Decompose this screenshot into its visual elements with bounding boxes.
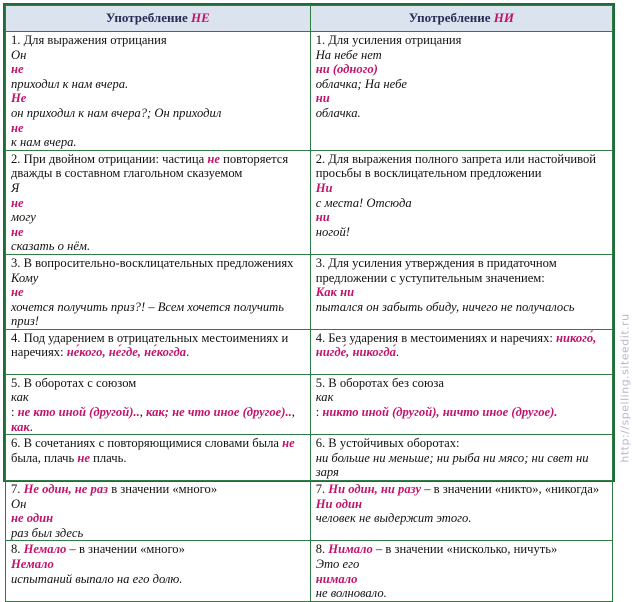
highlight-particle: не один — [11, 511, 54, 526]
rule-text: 2. Для выражения полного запрета или настойчивой просьбы в восклицательном предложении — [315, 151, 597, 181]
header-row — [6, 6, 613, 32]
highlight-particle: не — [207, 151, 220, 166]
rule-text: . — [29, 419, 33, 434]
table-row — [6, 374, 613, 434]
rule-text: Он — [11, 47, 27, 62]
rule-text: испытаний выпало на его долю. — [11, 571, 183, 586]
cell-ni-rule — [310, 541, 612, 601]
highlight-particle: ни — [315, 210, 330, 225]
highlight-particle: не — [11, 195, 24, 210]
cell-ni-rule — [310, 435, 612, 481]
header-ne-key: НЕ — [190, 10, 210, 26]
cell-ne-rule — [6, 254, 311, 329]
highlight-particle: как; не что иное (другое).. — [146, 405, 292, 420]
table-row — [6, 254, 613, 329]
rule-text: 2. При двойном отрицании: — [11, 151, 159, 166]
rule-text: 8. — [315, 542, 329, 557]
rule-text: Он — [11, 496, 27, 511]
table-row — [6, 329, 613, 374]
highlight-particle: не — [282, 436, 295, 451]
rule-text: На небе нет — [315, 47, 382, 62]
rule-text: 6. В сочетаниях с повторяющимися словами — [11, 436, 250, 451]
highlight-particle: не́кого, не́где, не́когда — [66, 345, 187, 360]
rule-text: частица — [158, 151, 208, 166]
rule-text: 7. — [315, 482, 329, 497]
rule-text: Я — [11, 180, 20, 195]
rule-text: , — [291, 405, 295, 420]
rule-text: приходил к нам вчера. — [11, 76, 129, 91]
rule-text: ногой! — [315, 224, 350, 239]
highlight-particle: Немало — [23, 542, 67, 557]
highlight-particle: не — [77, 450, 90, 465]
rule-text: 4. Без ударения в местоимениях и наречиях: — [315, 330, 553, 345]
header-ni-prefix: Употребление — [408, 10, 494, 26]
rule-text: сказать о нём. — [11, 239, 91, 254]
rule-text: 1. Для выражения отрицания — [11, 33, 167, 47]
rule-text: 5. В оборотах с союзом — [11, 375, 137, 390]
rule-text: – в значении «нисколько, ничуть» — [372, 542, 558, 557]
rule-text: . — [186, 345, 190, 360]
highlight-particle: не — [11, 285, 24, 300]
rule-text: 4. Под ударением в отрицательных местоимениях и наречиях: — [11, 330, 289, 360]
rule-text: : — [11, 405, 18, 420]
rule-text: хочется получить приз?! – Всем хочется получить приз! — [11, 299, 284, 329]
highlight-particle: не кто иной (другой).. — [17, 405, 140, 420]
cell-ne-rule — [6, 32, 311, 151]
highlight-particle: Ни один — [315, 496, 363, 511]
highlight-particle: Немало — [11, 557, 54, 571]
rule-text: – в значении «никто», «никогда» — [421, 482, 600, 497]
highlight-particle: Не — [11, 91, 27, 106]
rule-text: плачь. — [89, 450, 127, 465]
cell-ne-rule — [6, 481, 311, 541]
cell-ne-rule — [6, 541, 311, 601]
table-row — [6, 150, 613, 254]
cell-ne-rule — [6, 374, 311, 434]
cell-ni-rule — [310, 254, 612, 329]
rule-text: к нам вчера. — [11, 135, 77, 150]
rule-text: он приходил к нам вчера?; Он приходил — [11, 105, 222, 120]
header-ne-prefix: Употребление — [105, 10, 191, 26]
highlight-particle: Нимало — [328, 542, 373, 557]
rule-text: ни больше ни меньше; ни рыба ни мясо; ни свет ни заря — [315, 450, 589, 480]
cell-ne-rule — [6, 435, 311, 481]
table-row — [6, 435, 613, 481]
highlight-particle: Ни один, ни разу — [328, 482, 422, 497]
rule-text: : — [315, 405, 323, 420]
rule-text: 7. — [11, 482, 24, 497]
rule-text: 3. Для усиления утверждения в придаточном предложении с уступительным значением: — [315, 255, 557, 285]
highlight-particle: никого́, нигде́, никогда́ — [315, 330, 597, 360]
cell-ni-rule — [310, 374, 612, 434]
rule-text: могу — [11, 210, 36, 225]
rule-text: . — [395, 345, 400, 360]
rule-text: Это его — [315, 557, 360, 571]
table-row — [6, 481, 613, 541]
cell-ne-rule — [6, 150, 311, 254]
watermark-text: http://spelling.siteedit.ru — [618, 312, 632, 463]
highlight-particle: нимало — [315, 571, 358, 586]
rule-text: 6. В устойчивых оборотах: — [315, 436, 460, 451]
cell-ni-rule — [310, 150, 612, 254]
highlight-particle: ни (одного) — [315, 62, 378, 77]
highlight-particle: не — [11, 224, 24, 239]
rule-text: раз был здесь — [11, 525, 84, 540]
rule-text: как — [11, 390, 29, 405]
highlight-particle: не — [11, 62, 24, 77]
rule-text: 8. — [11, 542, 24, 557]
header-ne — [6, 6, 311, 32]
rule-text: пытался он забыть обиду, ничего не получалось — [315, 299, 575, 314]
rule-text: , — [139, 405, 147, 420]
highlight-particle: Как ни — [315, 285, 355, 300]
watermark — [617, 300, 633, 475]
highlight-particle: никто иной (другой), ничто иное (другое). — [322, 405, 558, 420]
rule-text: как — [315, 390, 334, 405]
cell-ni-rule — [310, 329, 612, 374]
rule-text: 1. Для усиления отрицания — [315, 33, 462, 47]
table-row — [6, 32, 613, 151]
rule-text: Кому — [11, 270, 39, 285]
header-ni — [310, 6, 612, 32]
rules-body — [6, 32, 613, 602]
rules-table-frame — [3, 3, 615, 601]
highlight-particle: как — [11, 419, 30, 434]
rule-text: была, плачь — [11, 450, 78, 465]
rule-text: была — [249, 436, 283, 451]
rule-text: облачка. — [315, 105, 361, 120]
rule-text: человек не выдержит этого. — [315, 511, 472, 526]
rule-text: с места! Отсюда — [315, 195, 412, 210]
rule-text: облачка; На небе — [315, 76, 407, 91]
header-ni-key: НИ — [493, 10, 514, 26]
table-row — [6, 541, 613, 601]
rule-text: повторяется дважды в составном глагольном сказуемом — [11, 151, 289, 181]
rule-text: 5. В оборотах без союза — [315, 375, 444, 390]
rules-table — [5, 5, 613, 602]
cell-ni-rule — [310, 481, 612, 541]
cell-ni-rule — [310, 32, 612, 151]
rule-text: – в значении «много» — [66, 542, 185, 557]
rule-text: 3. В вопросительно-восклицательных предложениях — [11, 255, 294, 270]
cell-ne-rule — [6, 329, 311, 374]
highlight-particle: Не один, не раз — [23, 482, 109, 497]
rule-text: не волновало. — [315, 586, 387, 601]
highlight-particle: не — [11, 120, 24, 135]
highlight-particle: Ни — [315, 180, 333, 195]
highlight-particle: ни — [315, 91, 330, 106]
rule-text: в значении «много» — [108, 482, 218, 497]
